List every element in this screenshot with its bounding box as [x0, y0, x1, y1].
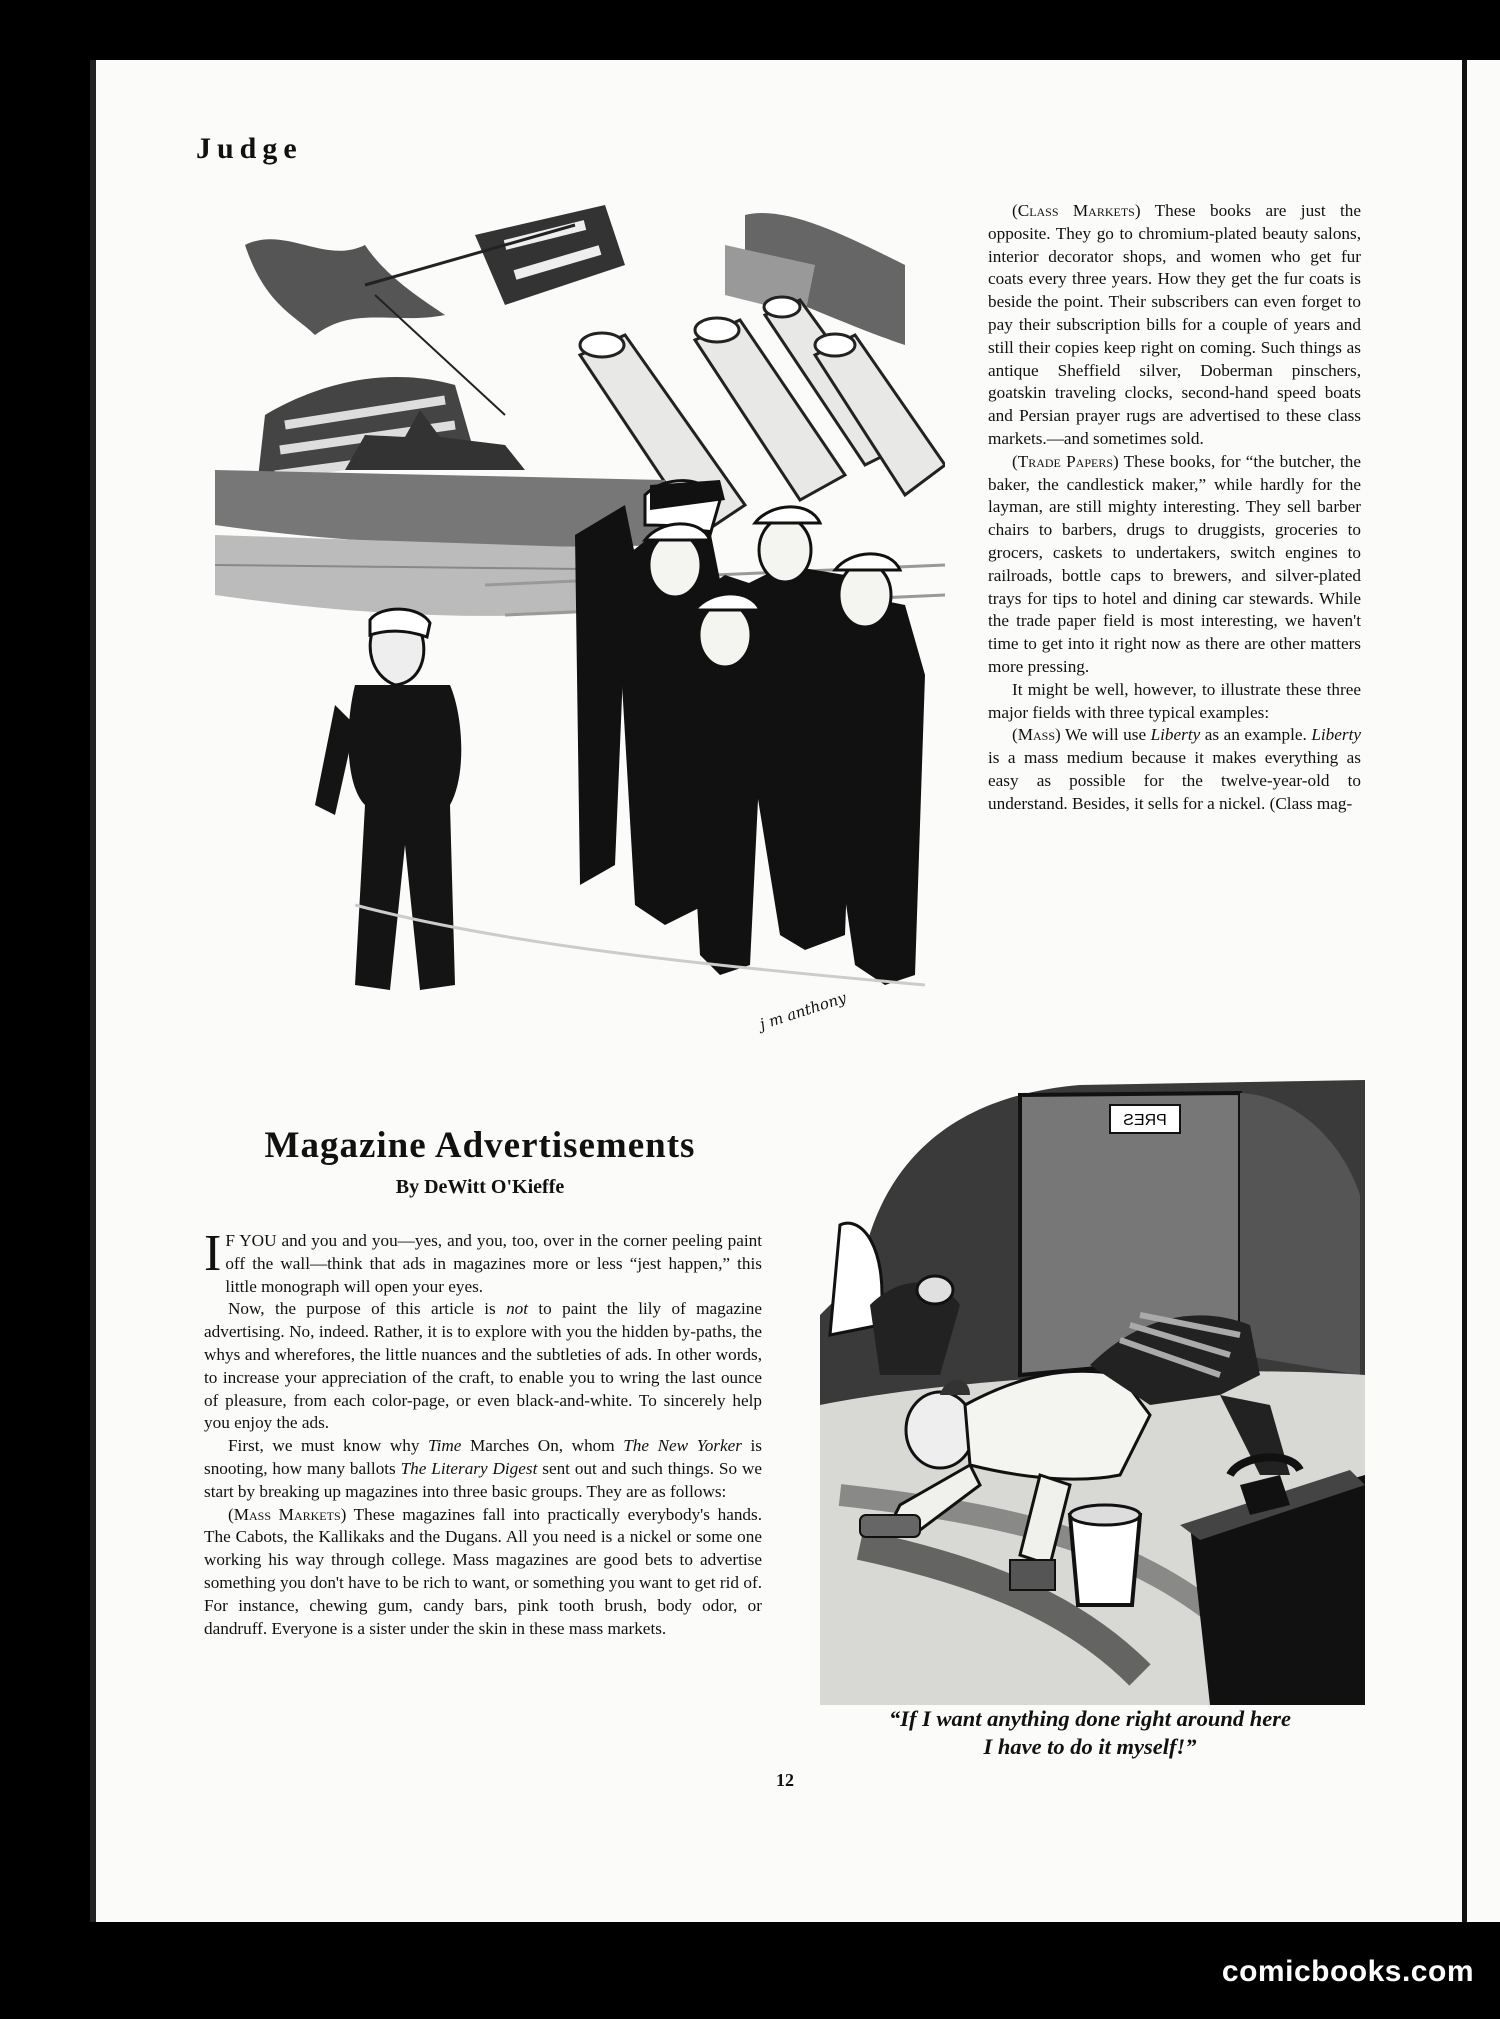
cartoon-signature: j m anthony — [757, 988, 849, 1034]
office-cartoon — [820, 1075, 1365, 1705]
paragraph-examples: It might be well, however, to illustrate these three major fields with three typical examples: — [988, 679, 1361, 722]
paragraph-mass-markets: (Mass Markets) These magazines fall into practically everybody's hands. The Cabots, the Kallikaks and the Dugans. All you need is a nickel or some one working his way through college. Mass magazines are good bets to advertise something you don't have to be rich to want, or something you want to get rid of. For instance, chewing gum, candy bars, pink tooth brush, body odor, or dandruff. Everyone is a sister under the skin in these mass markets. — [204, 1504, 762, 1638]
page-number: 12 — [776, 1770, 794, 1790]
drop-cap: I — [204, 1225, 222, 1282]
article-byline: By DeWitt O'Kieffe — [395, 1176, 565, 1198]
site-watermark: comicbooks.com — [1221, 1955, 1474, 1988]
navy-cartoon — [205, 205, 945, 1055]
door-sign: PRES — [1123, 1112, 1167, 1129]
paragraph-mass-example: (Mass) We will use Liberty as an example. Liberty is a mass medium because it makes everything as easy as possible for the twelve-year-old to understand. Besides, it sells for a nickel. (Class mag- — [988, 725, 1361, 813]
paragraph-trade-papers: (Trade Papers) These books, for “the butcher, the baker, the candlestick maker,” while hardly for the layman, are still mighty interesting. They sell barber chairs to barbers, drugs to druggists, groceries to grocers, caskets to undertakers, switch engines to railroads, bottle caps to brewers, and silver-plated trays for tips to hotel and dining car stewards. While the trade paper field is most interesting, we haven't time to get into it right now as there are other matters more pressing. — [988, 451, 1361, 676]
facing-page-edge — [1462, 60, 1500, 1922]
article-column-left — [204, 1225, 762, 1640]
article-title: Magazine Advertisements — [264, 1125, 696, 1166]
masthead: Judge — [196, 132, 303, 165]
paragraph-purpose: Now, the purpose of this article is not to paint the lily of magazine advertising. No, indeed. Rather, it is to explore with you the hidden by-paths, the whys and wherefores, the little nuances and the subtleties of ads. In other words, to increase your appreciation of the craft, to enable you to wring the last ounce of pleasure, from each color-page, or even black-and-white. To sincerely help you enjoy the ads. — [204, 1299, 762, 1433]
cartoon-caption: “If I want anything done right around here I have to do it myself!” — [889, 1706, 1291, 1759]
paragraph-class-markets: (Class Markets) These books are just the opposite. They go to chromium-plated beauty salons, interior decorator shops, and women who get fur coats every three years. How they get the fur coats is beside the point. Their subscribers can even forget to pay their subscription bills for a couple of years and still their copies keep right on coming. Such things as antique Sheffield silver, Doberman pinschers, goatskin traveling clocks, second-hand speed boats and Persian prayer rugs are advertised to these class markets.—and sometimes sold. — [988, 201, 1361, 448]
paragraph-intro: I F YOU and you and you—yes, and you, too, over in the corner peeling paint off the wall—think that ads in magazines more or less “jest happen,” this little monograph will open your eyes. — [204, 1225, 762, 1296]
article-column-right — [988, 200, 1361, 816]
paragraph-groups: First, we must know why Time Marches On, whom The New Yorker is snooting, how many ballots The Literary Digest sent out and such things. So we start by breaking up magazines into three basic groups. They are as follows: — [204, 1436, 762, 1501]
